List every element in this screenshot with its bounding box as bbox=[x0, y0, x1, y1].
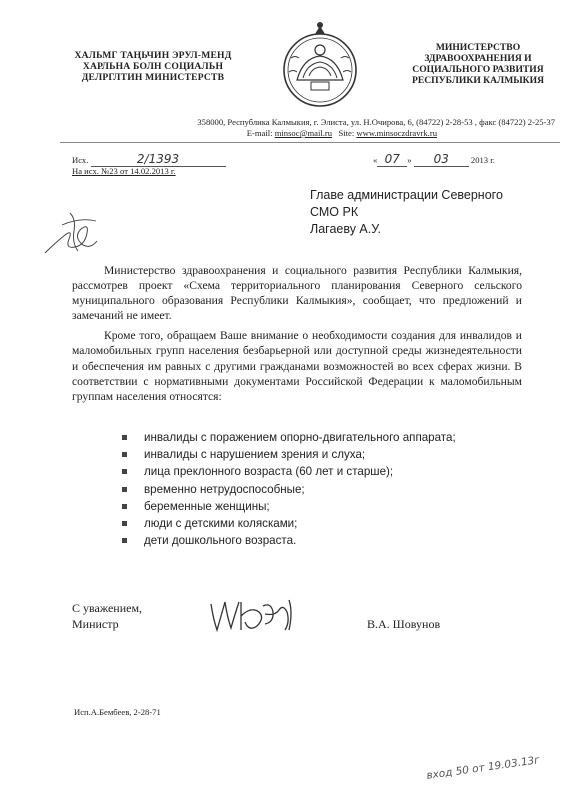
bullet-icon bbox=[122, 521, 127, 526]
list-item: инвалиды с нарушением зрения и слуха; bbox=[122, 446, 456, 463]
registration-note: вход 50 от 19.03.13г bbox=[425, 754, 541, 782]
date-day: 07 bbox=[377, 152, 407, 167]
list-item: дети дошкольного возраста. bbox=[122, 532, 456, 549]
site-label: Site: bbox=[338, 128, 355, 138]
body-paragraph-1: Министерство здравоохранения и социального развития Республики Калмыкия, рассмотрев проект «Схема территориального планирования Северного сельского муниципального образования Республики Калмыкия», сообщает, что предложений и замечаний не имеет. bbox=[72, 264, 522, 323]
bullet-icon bbox=[122, 487, 127, 492]
header-right-line: ЗДРАВООХРАНЕНИЯ И bbox=[424, 53, 532, 64]
email-label: E-mail: bbox=[246, 128, 273, 138]
addressee-line: Главе администрации Северного bbox=[310, 188, 503, 202]
ministry-name-russian bbox=[408, 42, 548, 86]
outgoing-label: Исх. bbox=[72, 155, 89, 165]
closing-block bbox=[72, 600, 142, 632]
header-right-line: МИНИСТЕРСТВО bbox=[435, 42, 521, 53]
resolution-scribble bbox=[40, 205, 110, 260]
list-item: беременные женщины; bbox=[122, 498, 456, 515]
bullet-icon bbox=[122, 469, 127, 474]
executor-info: Исп.А.Бембеев, 2-28-71 bbox=[74, 707, 161, 717]
list-item: инвалиды с поражением опорно-двигательного аппарата; bbox=[122, 429, 456, 446]
date-year: 2013 г. bbox=[470, 155, 495, 165]
list-item: лица преклонного возраста (60 лет и старше); bbox=[122, 463, 456, 480]
bullet-icon bbox=[122, 538, 127, 543]
header-right-line: РЕСПУБЛИКИ КАЛМЫКИЯ bbox=[411, 75, 545, 86]
letter-date: « 07 » 03 2013 г. bbox=[373, 152, 495, 166]
letter-body bbox=[72, 263, 522, 409]
list-item: временно нетрудоспособные; bbox=[122, 481, 456, 498]
addressee-line: Лагаеву А.У. bbox=[310, 222, 381, 236]
outgoing-number-value: 2/1393 bbox=[91, 152, 226, 167]
email-link[interactable]: minsoc@mail.ru bbox=[274, 128, 333, 138]
addressee-block bbox=[310, 187, 503, 238]
bullet-icon bbox=[122, 435, 127, 440]
outgoing-number bbox=[72, 152, 226, 167]
bullet-icon bbox=[122, 452, 127, 457]
ministry-name-kalmyk bbox=[48, 50, 258, 83]
header-left-line: ХАЛЬМГ ТАҢЬЧИН ЭРУЛ-МЕНД bbox=[74, 50, 232, 61]
in-reply-reference: На исх. №23 от 14.02.2013 г. bbox=[72, 166, 176, 176]
header-right-line: СОЦИАЛЬНОГО РАЗВИТИЯ bbox=[412, 64, 544, 75]
address-line: 358000, Республика Калмыкия, г. Элиста, ул. Н.Очирова, 6, (84722) 2-28-53 , факс (84722) 2-25-37 bbox=[197, 117, 555, 127]
closing-regards: С уважением, bbox=[72, 601, 143, 615]
signer-name: В.А. Шовунов bbox=[367, 617, 441, 631]
low-mobility-groups-list bbox=[122, 429, 456, 549]
addressee-line: СМО РК bbox=[310, 205, 359, 219]
contact-line bbox=[100, 128, 555, 139]
ministry-address bbox=[100, 117, 555, 139]
header-left-line: ДЕЛРГЛТИН МИНИСТЕРСТВ bbox=[81, 72, 225, 83]
site-link[interactable]: www.minsoczdravrk.ru bbox=[356, 128, 437, 138]
kalmykia-emblem-icon bbox=[281, 20, 359, 112]
bullet-icon bbox=[122, 504, 127, 509]
header-left-line: ХАРЛЬНА БОЛН СОЦИАЛЬН bbox=[82, 61, 224, 72]
list-item: люди с детскими колясками; bbox=[122, 515, 456, 532]
header-divider bbox=[60, 142, 560, 143]
handwritten-signature bbox=[205, 592, 305, 637]
body-paragraph-2: Кроме того, обращаем Ваше внимание о необходимости создания для инвалидов и маломобильных групп населения безбарьерной или доступной среды жизнедеятельности и обеспечения им равных с другими гражданами возможностей во всех сферах жизни. В соответствии с нормативными документами Российской Федерации к маломобильным группам населения относятся: bbox=[72, 329, 522, 403]
date-month: 03 bbox=[414, 152, 469, 167]
closing-position: Министр bbox=[72, 617, 119, 631]
